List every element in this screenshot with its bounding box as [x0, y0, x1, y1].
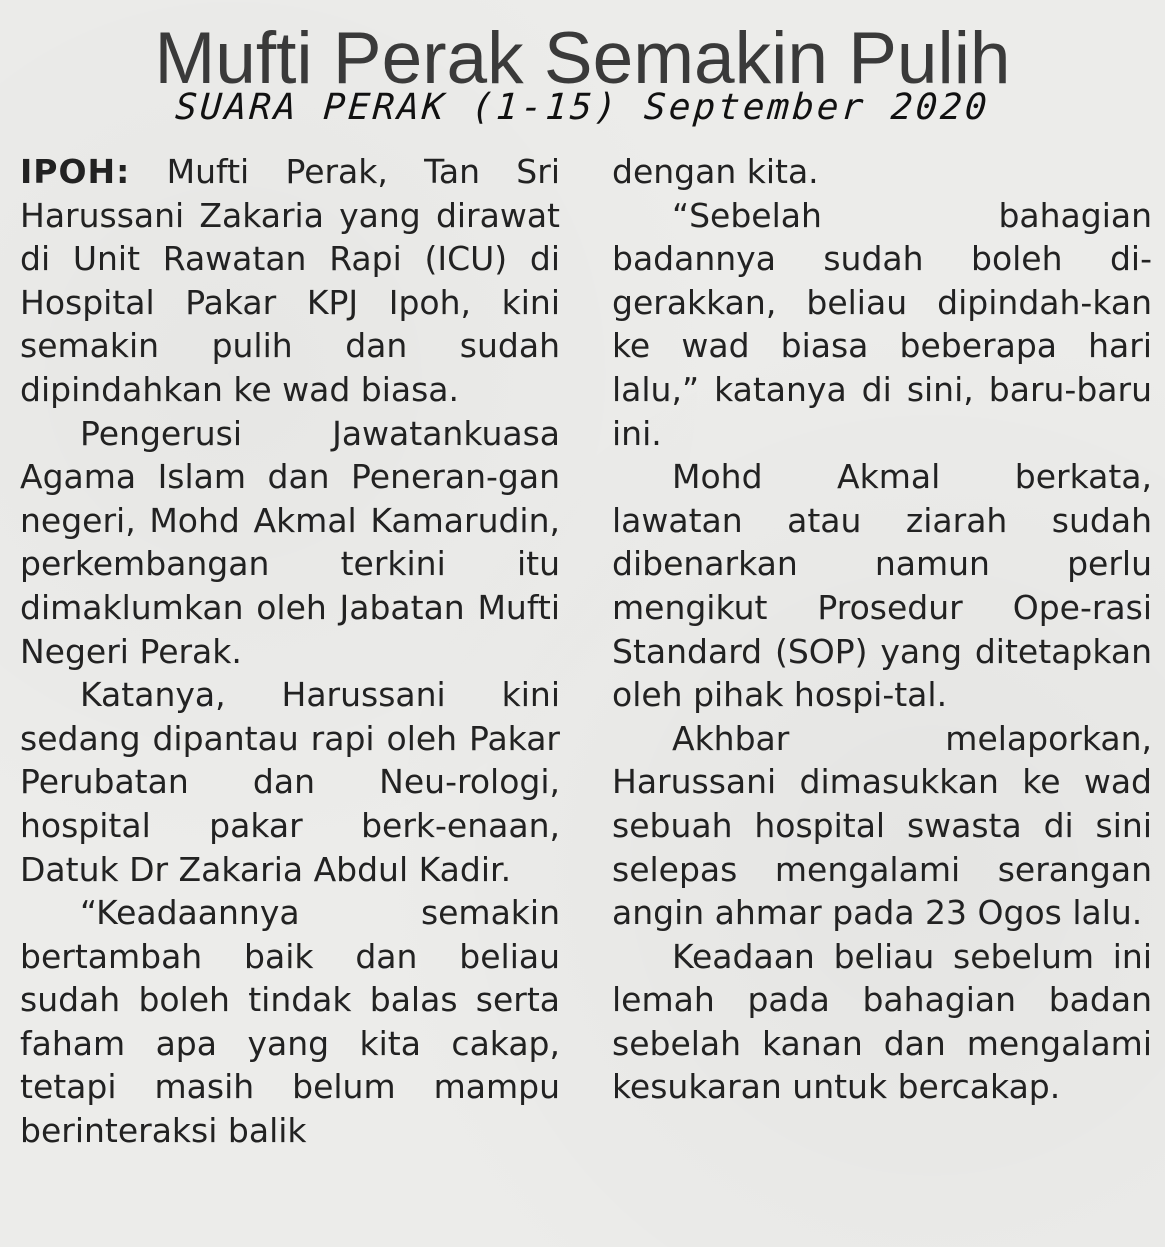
- paragraph: “Sebelah bahagian badannya sudah boleh di-gerakkan, beliau dipindah-kan ke wad biasa beberapa hari lalu,” katanya di sini, baru-baru ini.: [612, 195, 1152, 453]
- paragraph: Katanya, Harussani kini sedang dipantau rapi oleh Pakar Perubatan dan Neu-rologi, hospital pakar berk-enaan, Datuk Dr Zakaria Abdul Kadir.: [20, 675, 560, 889]
- paragraph: [20, 150, 560, 412]
- paragraph: Pengerusi Jawatankuasa Agama Islam dan Peneran-gan negeri, Mohd Akmal Kamarudin, perkembangan terkini itu dimaklumkan oleh Jabatan Mufti Negeri Perak.: [20, 413, 560, 671]
- handwritten-source-note: SUARA PERAK (1-15) September 2020: [173, 87, 992, 128]
- paragraph-text: Mufti Perak, Tan Sri Harussani Zakaria yang dirawat di Unit Rawatan Rapi (ICU) di Hospital Pakar KPJ Ipoh, kini semakin pulih dan sudah dipindahkan ke wad biasa.: [20, 152, 560, 409]
- paragraph: Keadaan beliau sebelum ini lemah pada bahagian badan sebelah kanan dan mengalami kesukaran untuk bercakap.: [612, 936, 1152, 1107]
- paragraph: Akhbar melaporkan, Harussani dimasukkan ke wad sebuah hospital swasta di sini selepas mengalami serangan angin ahmar pada 23 Ogos lalu.: [612, 718, 1152, 933]
- paragraph: “Keadaannya semakin bertambah baik dan beliau sudah boleh tindak balas serta faham apa yang kita cakap, tetapi masih belum mampu berinteraksi balik: [20, 893, 560, 1151]
- paragraph: Mohd Akmal berkata, lawatan atau ziarah sudah dibenarkan namun perlu mengikut Prosedur Ope-rasi Standard (SOP) yang ditetapkan oleh pihak hospi-tal.: [612, 457, 1152, 715]
- paragraph: dengan kita.: [612, 152, 819, 191]
- article-column-right: [612, 150, 1152, 1109]
- dateline: IPOH:: [20, 152, 131, 191]
- article-column-left: [20, 150, 560, 1153]
- headline: Mufti Perak Semakin Pulih: [154, 18, 1011, 99]
